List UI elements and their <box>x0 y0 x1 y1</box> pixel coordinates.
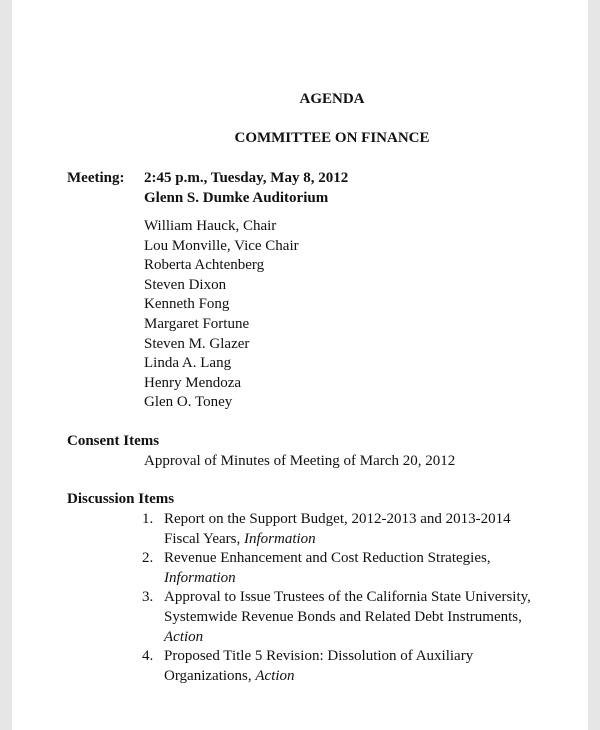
discussion-items-heading: Discussion Items <box>67 491 175 507</box>
meeting-time: 2:45 p.m., Tuesday, May 8, 2012 <box>144 170 349 186</box>
member-item: Margaret Fortune <box>144 315 250 332</box>
item-text: Approval to Issue Trustees of the California State University, Systemwide Revenue Bonds and Related Debt Instruments, <box>164 589 531 625</box>
item-text: Report on the Support Budget, 2012-2013 and 2013-2014 Fiscal Years, <box>164 511 511 547</box>
document-page <box>12 0 588 730</box>
meeting-location: Glenn S. Dumke Auditorium <box>144 190 329 206</box>
consent-items-heading: Consent Items <box>67 433 160 449</box>
item-text: Revenue Enhancement and Cost Reduction Strategies, <box>164 550 491 567</box>
item-number: 4. <box>142 648 154 665</box>
agenda-title: AGENDA <box>299 91 365 107</box>
discussion-item <box>130 647 544 686</box>
discussion-item <box>130 510 544 549</box>
member-item: Roberta Achtenberg <box>144 257 265 274</box>
member-item: Steven M. Glazer <box>144 335 250 352</box>
item-tag: Action <box>255 667 295 684</box>
item-tag: Action <box>164 628 204 645</box>
member-item: Steven Dixon <box>144 276 227 293</box>
committee-members-list <box>144 217 299 413</box>
item-number: 1. <box>142 511 154 527</box>
meeting-label: Meeting: <box>67 170 125 186</box>
item-tag: Information <box>244 530 316 547</box>
discussion-item <box>130 588 544 647</box>
item-number: 2. <box>142 550 154 567</box>
member-item: Kenneth Fong <box>144 296 230 313</box>
member-item: Glen O. Toney <box>144 394 233 411</box>
consent-item: Approval of Minutes of Meeting of March 20, 2012 <box>144 453 456 469</box>
member-item: Henry Mendoza <box>144 374 242 391</box>
discussion-item <box>130 549 544 588</box>
member-item: William Hauck, Chair <box>144 218 277 234</box>
item-text: Proposed Title 5 Revision: Dissolution of Auxiliary Organizations, <box>164 648 474 684</box>
member-item: Lou Monville, Vice Chair <box>144 237 299 254</box>
item-tag: Information <box>164 569 236 586</box>
discussion-items-list <box>130 510 544 686</box>
committee-title: COMMITTEE ON FINANCE <box>234 130 430 146</box>
member-item: Linda A. Lang <box>144 355 232 372</box>
item-number: 3. <box>142 589 154 606</box>
